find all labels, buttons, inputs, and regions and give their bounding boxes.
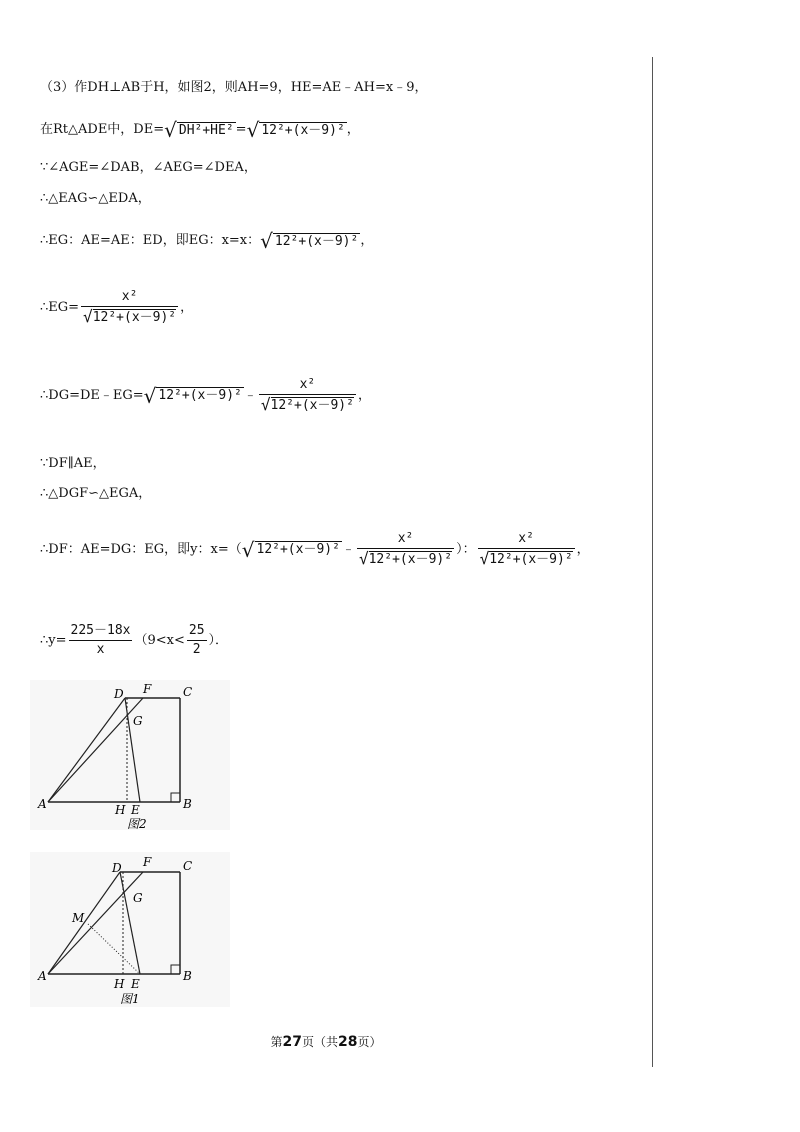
text: （3）作DH⊥AB于H，如图2，则AH=9，HE=AE﹣AH=x﹣9， [40,80,428,95]
fraction [478,530,575,569]
text: ∴EG：AE=AE：ED，即EG：x=x： [40,233,261,248]
point-M-label: M [72,911,85,925]
text: ∵DF∥AE， [40,456,106,471]
radical: √ 12²+(x－9)² [241,537,340,562]
text: ）： [456,541,476,557]
point-C-label: C [183,685,193,699]
solution-line-1 [40,80,428,96]
numerator: x² [397,531,414,546]
solution-line-11 [40,622,228,659]
radicand: 12²+(x－9)² [274,233,359,249]
margin-rule [652,57,653,1067]
current-page-number: 27 [282,1034,302,1050]
text: ， [346,122,360,137]
point-F-label: F [143,855,152,869]
numerator: x² [299,377,316,392]
radicand: 12²+(x－9)² [256,542,340,557]
text: ， [357,387,371,403]
radicand: 12²+(x－9)² [489,551,573,567]
numerator: x² [121,289,138,304]
point-A-label: A [38,797,47,811]
figure-1-caption: 图1 [120,992,140,1006]
denominator: √12²+(x－9)² [260,395,354,414]
text: 在Rt△ADE中，DE= [40,122,165,137]
page-footer [0,1033,652,1050]
point-B-label: B [183,969,192,983]
radicand: 12²+(x－9)² [261,122,345,138]
point-A-label: A [38,969,47,983]
solution-line-4 [40,191,151,207]
text: ∴EG= [40,299,80,315]
fraction [81,288,178,327]
radicand: 12²+(x－9)² [92,309,177,325]
numerator: x² [518,531,534,546]
point-H-label: H [114,977,125,991]
fraction [259,376,356,415]
radical: √ 12²+(x－9)² [143,383,242,408]
radical: √ 12²+(x－9)² [260,229,359,253]
solution-line-9 [40,486,151,502]
point-H-label: H [115,803,126,817]
figure-1 [30,852,230,1016]
radical: √ DH²+HE² [164,118,234,142]
point-C-label: C [183,859,193,873]
point-D-label: D [114,687,124,701]
fraction [187,622,207,659]
figure-2-diagram [30,680,230,835]
fraction [69,622,133,659]
radicand: DH²+HE² [178,122,234,138]
radicand: 12²+(x－9)² [270,397,354,413]
fraction [357,530,454,569]
solution-line-5 [40,231,373,251]
text: ∴△EAG∽△EDA， [40,191,151,206]
point-G-label: G [133,891,143,905]
denominator: √12²+(x－9)² [83,307,177,326]
solution-line-6 [40,288,193,327]
point-B-label: B [183,797,192,811]
numerator: 25 [188,623,205,638]
point-D-label: D [112,861,122,875]
text: ∴DG=DE﹣EG= [40,387,144,403]
denominator: 2 [187,640,207,659]
denominator: √12²+(x－9)² [358,549,453,568]
point-E-label: E [131,803,140,817]
text: ， [360,233,374,248]
text: ﹣ [341,541,355,557]
solution-line-2 [40,120,360,140]
denominator: x [69,640,133,659]
radical: √ 12²+(x－9)² [246,118,345,142]
figure-2-caption: 图2 [127,817,147,831]
footer-text: 第 [270,1035,283,1049]
figure-1-diagram [30,852,230,1012]
text: ∴DF：AE=DG：EG，即y：x=（ [40,541,242,557]
text: = [235,122,247,137]
text: ∵∠AGE=∠DAB，∠AEG=∠DEA， [40,160,257,175]
total-page-number: 28 [338,1034,358,1050]
figure-2 [30,680,230,839]
numerator: 225－18x [70,623,131,638]
solution-line-8 [40,456,106,472]
text: （9<x< [134,632,185,648]
text: ， [180,299,194,315]
solution-line-10 [40,530,590,569]
text: ）． [208,632,229,648]
footer-text: 页） [357,1035,382,1049]
text: ﹣ [243,387,257,403]
text: ∴△DGF∽△EGA， [40,486,152,501]
text: ， [576,541,590,557]
footer-text: 页（共 [301,1035,338,1049]
text: ∴y= [40,632,67,648]
radicand: 12²+(x－9)² [158,388,242,403]
radicand: 12²+(x－9)² [368,551,453,567]
point-F-label: F [143,682,152,696]
denominator: √12²+(x－9)² [479,549,573,568]
point-G-label: G [133,714,143,728]
solution-line-3 [40,160,257,176]
solution-line-7 [40,376,371,415]
point-E-label: E [131,977,140,991]
